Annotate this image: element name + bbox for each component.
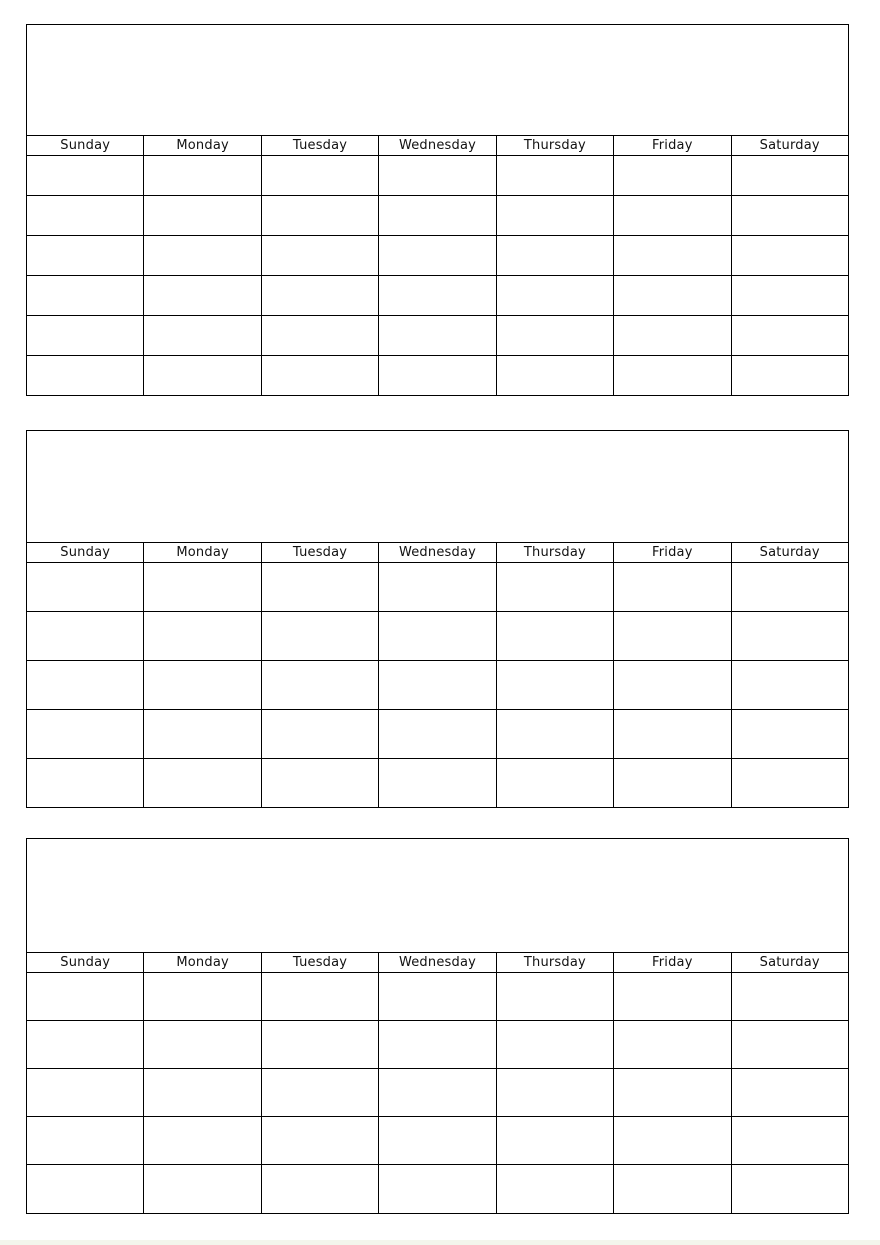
day-cell[interactable] <box>497 156 614 195</box>
day-cell[interactable] <box>614 759 731 808</box>
day-cell[interactable] <box>144 156 261 195</box>
day-cell[interactable] <box>614 661 731 709</box>
day-cell[interactable] <box>144 316 261 355</box>
weekday-tuesday: Tuesday <box>262 953 379 972</box>
day-cell[interactable] <box>27 156 144 195</box>
day-cell[interactable] <box>27 710 144 758</box>
day-cell[interactable] <box>497 973 614 1020</box>
day-cell[interactable] <box>732 563 848 611</box>
weekday-friday: Friday <box>614 543 731 562</box>
week-row <box>27 236 848 276</box>
week-row <box>27 563 848 612</box>
day-cell[interactable] <box>379 236 496 275</box>
day-cell[interactable] <box>497 1021 614 1068</box>
day-cell[interactable] <box>27 759 144 808</box>
weekday-header <box>27 543 848 563</box>
day-cell[interactable] <box>144 356 261 396</box>
day-cell[interactable] <box>614 1069 731 1116</box>
day-cell[interactable] <box>262 710 379 758</box>
day-cell[interactable] <box>262 156 379 195</box>
day-cell[interactable] <box>614 316 731 355</box>
week-grid <box>27 563 848 808</box>
day-cell[interactable] <box>27 236 144 275</box>
day-cell[interactable] <box>262 612 379 660</box>
week-row <box>27 156 848 196</box>
weekday-thursday: Thursday <box>497 136 614 155</box>
day-cell[interactable] <box>379 1117 496 1164</box>
day-cell[interactable] <box>379 973 496 1020</box>
week-row <box>27 1021 848 1069</box>
day-cell[interactable] <box>379 356 496 396</box>
month-title-area[interactable] <box>27 25 848 136</box>
day-cell[interactable] <box>497 661 614 709</box>
day-cell[interactable] <box>497 710 614 758</box>
weekday-friday: Friday <box>614 953 731 972</box>
weekday-tuesday: Tuesday <box>262 543 379 562</box>
day-cell[interactable] <box>144 1165 261 1213</box>
weekday-header <box>27 953 848 973</box>
day-cell[interactable] <box>262 1021 379 1068</box>
day-cell[interactable] <box>732 710 848 758</box>
day-cell[interactable] <box>379 759 496 808</box>
day-cell[interactable] <box>262 973 379 1020</box>
day-cell[interactable] <box>732 1021 848 1068</box>
day-cell[interactable] <box>497 236 614 275</box>
day-cell[interactable] <box>262 356 379 396</box>
day-cell[interactable] <box>144 1117 261 1164</box>
day-cell[interactable] <box>732 1069 848 1116</box>
calendar-month-3 <box>26 838 849 1214</box>
day-cell[interactable] <box>144 612 261 660</box>
week-row <box>27 710 848 759</box>
weekday-sunday: Sunday <box>27 136 144 155</box>
day-cell[interactable] <box>262 236 379 275</box>
day-cell[interactable] <box>732 612 848 660</box>
day-cell[interactable] <box>732 236 848 275</box>
day-cell[interactable] <box>379 661 496 709</box>
day-cell[interactable] <box>614 1021 731 1068</box>
day-cell[interactable] <box>614 156 731 195</box>
day-cell[interactable] <box>614 1165 731 1213</box>
day-cell[interactable] <box>379 563 496 611</box>
day-cell[interactable] <box>144 1021 261 1068</box>
day-cell[interactable] <box>497 759 614 808</box>
day-cell[interactable] <box>27 661 144 709</box>
day-cell[interactable] <box>27 316 144 355</box>
day-cell[interactable] <box>144 563 261 611</box>
day-cell[interactable] <box>614 196 731 235</box>
day-cell[interactable] <box>497 612 614 660</box>
day-cell[interactable] <box>379 710 496 758</box>
day-cell[interactable] <box>497 356 614 396</box>
day-cell[interactable] <box>732 356 848 396</box>
day-cell[interactable] <box>614 236 731 275</box>
day-cell[interactable] <box>144 236 261 275</box>
weekday-monday: Monday <box>144 543 261 562</box>
page-bottom-strip <box>0 1240 880 1245</box>
day-cell[interactable] <box>614 356 731 396</box>
day-cell[interactable] <box>262 759 379 808</box>
day-cell[interactable] <box>262 276 379 315</box>
month-title-area[interactable] <box>27 839 848 953</box>
weekday-monday: Monday <box>144 136 261 155</box>
day-cell[interactable] <box>27 1021 144 1068</box>
calendar-month-1 <box>26 24 849 396</box>
day-cell[interactable] <box>497 276 614 315</box>
day-cell[interactable] <box>497 196 614 235</box>
week-row <box>27 1165 848 1213</box>
day-cell[interactable] <box>27 276 144 315</box>
day-cell[interactable] <box>379 316 496 355</box>
weekday-friday: Friday <box>614 136 731 155</box>
day-cell[interactable] <box>614 710 731 758</box>
day-cell[interactable] <box>262 1165 379 1213</box>
day-cell[interactable] <box>144 973 261 1020</box>
weekday-thursday: Thursday <box>497 543 614 562</box>
day-cell[interactable] <box>614 1117 731 1164</box>
day-cell[interactable] <box>27 1165 144 1213</box>
day-cell[interactable] <box>262 1069 379 1116</box>
day-cell[interactable] <box>732 196 848 235</box>
day-cell[interactable] <box>732 759 848 808</box>
day-cell[interactable] <box>732 316 848 355</box>
week-row <box>27 356 848 396</box>
day-cell[interactable] <box>262 1117 379 1164</box>
week-row <box>27 759 848 808</box>
week-row <box>27 1069 848 1117</box>
week-row <box>27 196 848 236</box>
day-cell[interactable] <box>497 1069 614 1116</box>
day-cell[interactable] <box>732 156 848 195</box>
week-row <box>27 661 848 710</box>
day-cell[interactable] <box>27 612 144 660</box>
week-row <box>27 973 848 1021</box>
day-cell[interactable] <box>262 196 379 235</box>
weekday-header <box>27 136 848 156</box>
day-cell[interactable] <box>144 276 261 315</box>
day-cell[interactable] <box>262 661 379 709</box>
day-cell[interactable] <box>379 612 496 660</box>
weekday-tuesday: Tuesday <box>262 136 379 155</box>
weekday-wednesday: Wednesday <box>379 136 496 155</box>
day-cell[interactable] <box>144 661 261 709</box>
day-cell[interactable] <box>732 1117 848 1164</box>
day-cell[interactable] <box>379 276 496 315</box>
weekday-thursday: Thursday <box>497 953 614 972</box>
week-row <box>27 276 848 316</box>
day-cell[interactable] <box>27 196 144 235</box>
day-cell[interactable] <box>732 661 848 709</box>
weekday-saturday: Saturday <box>759 955 820 970</box>
day-cell[interactable] <box>27 563 144 611</box>
day-cell[interactable] <box>614 563 731 611</box>
day-cell[interactable] <box>144 710 261 758</box>
day-cell[interactable] <box>379 1021 496 1068</box>
week-grid <box>27 973 848 1213</box>
day-cell[interactable] <box>497 1165 614 1213</box>
day-cell[interactable] <box>732 1165 848 1213</box>
day-cell[interactable] <box>497 316 614 355</box>
week-row <box>27 1117 848 1165</box>
day-cell[interactable] <box>27 973 144 1020</box>
day-cell[interactable] <box>27 1069 144 1116</box>
weekday-sunday: Sunday <box>27 953 144 972</box>
day-cell[interactable] <box>262 316 379 355</box>
calendar-month-2 <box>26 430 849 808</box>
day-cell[interactable] <box>144 1069 261 1116</box>
weekday-sunday: Sunday <box>27 543 144 562</box>
day-cell[interactable] <box>144 759 261 808</box>
day-cell[interactable] <box>379 1069 496 1116</box>
day-cell[interactable] <box>497 563 614 611</box>
day-cell[interactable] <box>732 276 848 315</box>
day-cell[interactable] <box>262 563 379 611</box>
day-cell[interactable] <box>379 196 496 235</box>
day-cell[interactable] <box>144 196 261 235</box>
month-title-area[interactable] <box>27 431 848 543</box>
weekday-saturday: Saturday <box>759 545 820 560</box>
day-cell[interactable] <box>27 1117 144 1164</box>
weekday-wednesday: Wednesday <box>379 543 496 562</box>
day-cell[interactable] <box>497 1117 614 1164</box>
week-row <box>27 612 848 661</box>
day-cell[interactable] <box>614 612 731 660</box>
weekday-wednesday: Wednesday <box>379 953 496 972</box>
day-cell[interactable] <box>379 1165 496 1213</box>
day-cell[interactable] <box>27 356 144 396</box>
weekday-saturday: Saturday <box>759 138 820 153</box>
weekday-monday: Monday <box>144 953 261 972</box>
day-cell[interactable] <box>614 973 731 1020</box>
day-cell[interactable] <box>379 156 496 195</box>
week-row <box>27 316 848 356</box>
day-cell[interactable] <box>614 276 731 315</box>
day-cell[interactable] <box>732 973 848 1020</box>
week-grid <box>27 156 848 396</box>
